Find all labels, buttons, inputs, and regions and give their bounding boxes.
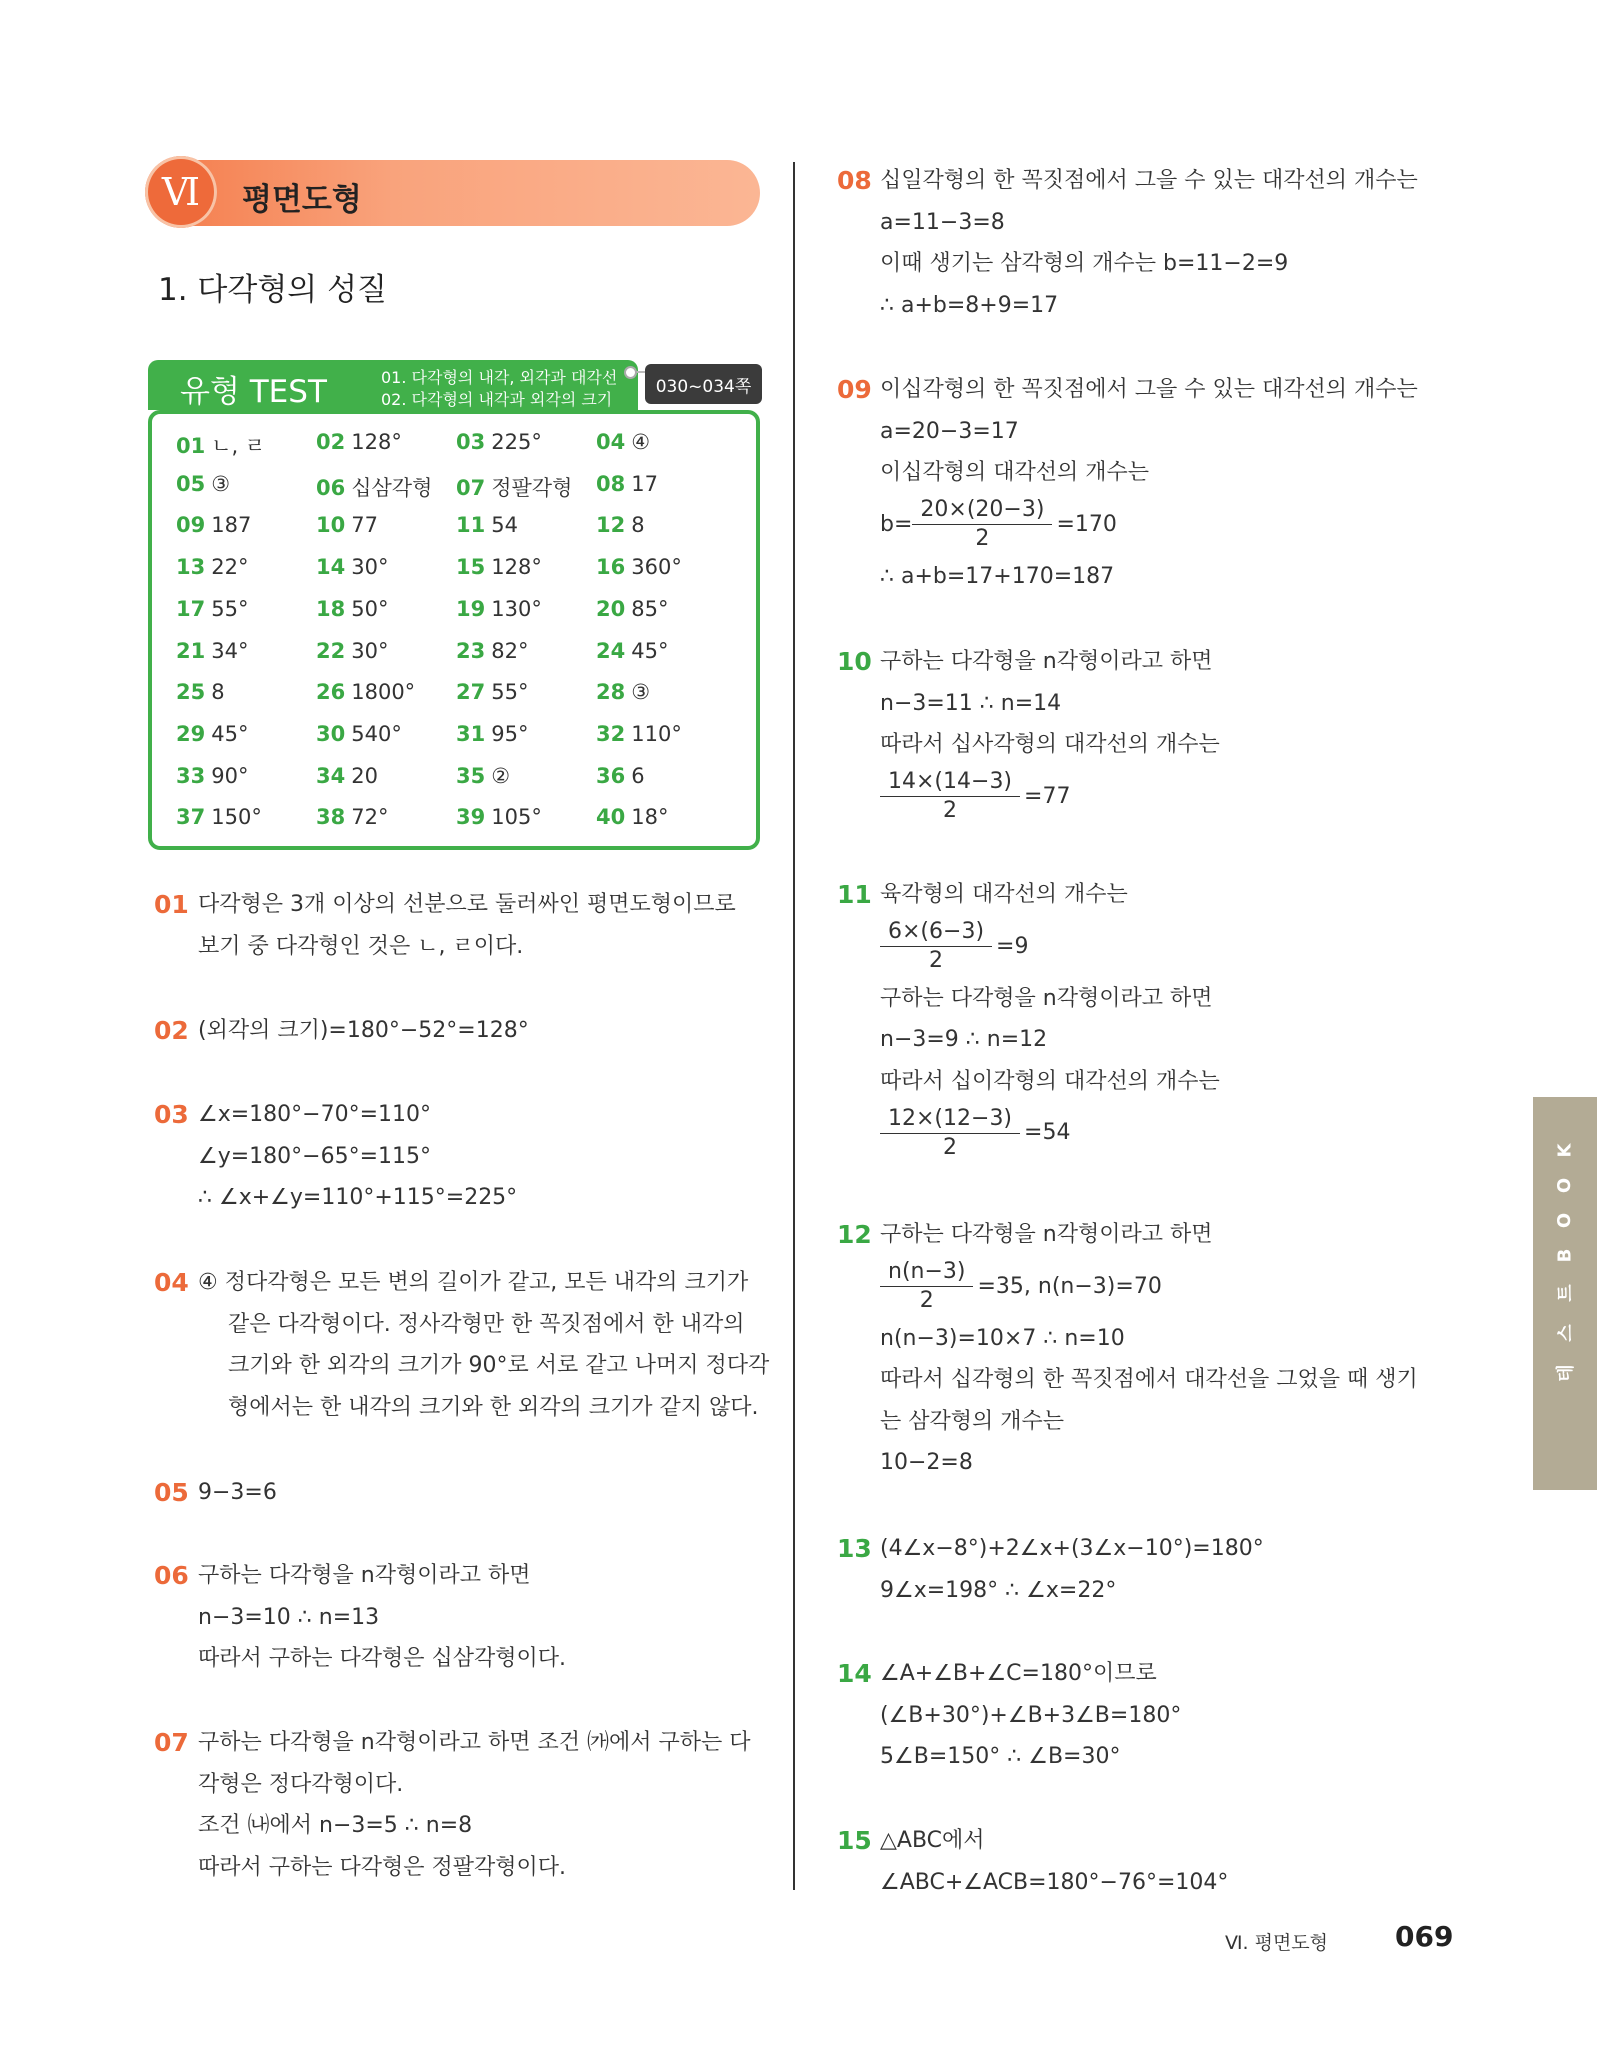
solution-line: 형에서는 한 내각의 크기와 한 외각의 크기가 같지 않다. <box>228 1394 759 1420</box>
solution-line: 보기 중 다각형인 것은 ㄴ, ㄹ이다. <box>198 933 524 959</box>
solution-02 <box>154 1010 529 1052</box>
answer-item <box>596 472 658 496</box>
solution-line: a=20−3=17 <box>880 418 1019 444</box>
solution-line: 따라서 십이각형의 대각선의 개수는 <box>880 1068 1220 1094</box>
answer-item <box>176 639 248 663</box>
solution-line: (4∠x−8°)+2∠x+(3∠x−10°)=180° <box>880 1536 1264 1561</box>
side-tab-char: 테 <box>1555 1364 1577 1382</box>
solution-line: ∠x=180°−70°=110° <box>198 1102 432 1127</box>
solution-number: 12 <box>837 1220 872 1249</box>
solution-line: 이때 생기는 삼각형의 개수는 b=11−2=9 <box>880 251 1289 276</box>
answer-number: 36 <box>596 763 626 788</box>
solution-line: 다각형은 3개 이상의 선분으로 둘러싸인 평면도형이므로 <box>198 892 736 917</box>
footer-chapter: Ⅵ. 평면도형 <box>1225 1932 1329 1954</box>
answer-number: 34 <box>316 763 346 788</box>
answer-item <box>596 430 650 454</box>
solution-line: 이십각형의 한 꼭짓점에서 그을 수 있는 대각선의 개수는 <box>880 377 1418 402</box>
answer-item <box>316 513 378 537</box>
answer-number: 04 <box>596 430 626 454</box>
test-title: 유형 TEST <box>180 374 327 410</box>
answer-number: 23 <box>456 638 486 663</box>
answer-value: 54 <box>491 513 518 538</box>
solution-05 <box>154 1472 277 1514</box>
solution-line: 구하는 다각형을 n각형이라고 하면 <box>880 1222 1213 1247</box>
solution-04 <box>154 1262 769 1428</box>
solution-10 <box>837 641 1220 828</box>
solution-line: ∴ ∠x+∠y=110°+115°=225° <box>198 1185 518 1210</box>
answer-value: 90° <box>211 763 249 788</box>
solution-number: 07 <box>154 1728 189 1757</box>
answer-number: 26 <box>316 680 346 705</box>
answer-number: 18 <box>316 596 346 621</box>
answer-number: 16 <box>596 555 626 580</box>
answer-item <box>596 639 668 663</box>
answer-item <box>176 680 225 704</box>
fraction-line <box>880 1256 1418 1318</box>
answer-value: 18° <box>631 805 669 830</box>
solution-line: 5∠B=150° ∴ ∠B=30° <box>880 1744 1121 1769</box>
answer-number: 22 <box>316 638 346 663</box>
solution-line: ∴ a+b=8+9=17 <box>880 292 1059 318</box>
solution-line: 따라서 구하는 다각형은 십삼각형이다. <box>198 1646 567 1671</box>
answer-item <box>176 722 248 746</box>
answer-item <box>316 805 388 829</box>
side-tab-char: 트 <box>1555 1284 1577 1302</box>
answer-number: 12 <box>596 513 626 538</box>
side-tab-char: K <box>1554 1143 1576 1158</box>
answer-number: 09 <box>176 513 206 538</box>
answer-item <box>596 680 650 704</box>
fraction-result: =9 <box>996 933 1029 959</box>
answer-item <box>456 722 528 746</box>
side-tab-char: O <box>1554 1212 1576 1229</box>
answer-value: 187 <box>211 513 252 538</box>
answer-item <box>596 764 645 788</box>
solution-line: a=11−3=8 <box>880 209 1005 235</box>
solution-line: 구하는 다각형을 n각형이라고 하면 조건 ㈎에서 구하는 다 <box>198 1730 751 1755</box>
answer-value: ③ <box>211 471 231 496</box>
side-tab-char: 스 <box>1555 1324 1577 1342</box>
solution-number: 06 <box>154 1561 189 1590</box>
fraction-result: =35, n(n−3)=70 <box>977 1273 1162 1299</box>
solution-line: 구하는 다각형을 n각형이라고 하면 <box>880 985 1213 1011</box>
solution-01 <box>154 884 784 967</box>
answer-item <box>316 472 432 502</box>
answer-value: 30° <box>351 555 389 580</box>
solution-number: 09 <box>837 375 872 404</box>
solution-number: 15 <box>837 1826 872 1855</box>
chapter-number-badge: Ⅵ <box>145 156 217 228</box>
side-tab-label <box>1533 1140 1597 1440</box>
solution-07 <box>154 1722 750 1888</box>
answer-item <box>456 597 542 621</box>
answer-number: 03 <box>456 430 486 454</box>
answer-item <box>316 764 378 788</box>
fraction <box>880 1105 1020 1162</box>
answer-item <box>456 680 528 704</box>
answer-item <box>456 805 542 829</box>
answer-item <box>176 430 265 460</box>
answer-value: 85° <box>631 596 669 621</box>
solution-number: 08 <box>837 166 872 195</box>
connector-dot <box>624 366 637 379</box>
test-topic-2: 02. 다각형의 내각과 외각의 크기 <box>381 390 613 409</box>
solution-line: 같은 다각형이다. 정사각형만 한 꼭짓점에서 한 내각의 <box>228 1311 745 1337</box>
answer-number: 29 <box>176 721 206 746</box>
answer-value: 17 <box>631 471 658 496</box>
answer-number: 39 <box>456 805 486 830</box>
fraction-line <box>880 916 1220 978</box>
solution-line: 구하는 다각형을 n각형이라고 하면 <box>198 1563 531 1588</box>
solution-line: n−3=9 ∴ n=12 <box>880 1027 1048 1052</box>
solution-line: 9−3=6 <box>198 1480 277 1505</box>
answer-number: 27 <box>456 680 486 705</box>
solution-number: 04 <box>154 1268 189 1297</box>
answer-value: 95° <box>491 721 529 746</box>
answer-number: 17 <box>176 596 206 621</box>
solution-number: 10 <box>837 647 872 676</box>
fraction-denominator: 2 <box>943 798 958 823</box>
side-tab-char: B <box>1554 1248 1576 1263</box>
answer-value: 8 <box>211 680 225 705</box>
answer-number: 19 <box>456 596 486 621</box>
answer-value: 72° <box>351 805 389 830</box>
answer-number: 32 <box>596 721 626 746</box>
solution-number: 03 <box>154 1100 189 1129</box>
solution-03 <box>154 1094 517 1219</box>
solution-line: 는 삼각형의 개수는 <box>880 1408 1065 1434</box>
answer-item <box>456 764 510 788</box>
fraction-result: =54 <box>1024 1120 1071 1146</box>
answer-value: ③ <box>631 680 651 705</box>
solution-line: n−3=11 ∴ n=14 <box>880 690 1062 716</box>
answer-item <box>176 555 248 579</box>
answer-value: 30° <box>351 638 389 663</box>
answer-number: 13 <box>176 555 206 580</box>
answer-item <box>596 597 668 621</box>
solution-line: ∠ABC+∠ACB=180°−76°=104° <box>880 1869 1229 1895</box>
solution-line: △ABC에서 <box>880 1828 985 1853</box>
fraction-numerator: 20×(20−3) <box>912 496 1052 525</box>
solution-line: ∠A+∠B+∠C=180°이므로 <box>880 1661 1157 1686</box>
answer-number: 08 <box>596 471 626 496</box>
solution-06 <box>154 1555 566 1680</box>
answer-number: 35 <box>456 763 486 788</box>
answer-value: 77 <box>351 513 378 538</box>
answer-number: 38 <box>316 805 346 830</box>
fraction-denominator: 2 <box>943 1134 958 1160</box>
fraction-denominator: 2 <box>975 526 990 551</box>
fraction-denominator: 2 <box>919 1288 934 1313</box>
answer-item <box>316 639 388 663</box>
answer-number: 10 <box>316 513 346 538</box>
answer-value: 128° <box>491 555 542 580</box>
answer-item <box>596 722 682 746</box>
solution-line: 9∠x=198° ∴ ∠x=22° <box>880 1577 1117 1603</box>
solution-line: 따라서 십사각형의 대각선의 개수는 <box>880 732 1220 757</box>
answer-number: 30 <box>316 721 346 746</box>
solution-line: (외각의 크기)=180°−52°=128° <box>198 1018 529 1043</box>
answer-item <box>456 472 572 502</box>
solution-number: 02 <box>154 1016 189 1045</box>
answer-value: 십삼각형 <box>351 475 433 500</box>
fraction <box>880 768 1020 825</box>
answer-number: 20 <box>596 596 626 621</box>
answer-number: 33 <box>176 763 206 788</box>
solution-line: n−3=10 ∴ n=13 <box>198 1604 380 1630</box>
answer-number: 31 <box>456 721 486 746</box>
answer-value: 정팔각형 <box>491 475 573 500</box>
answer-item <box>316 722 402 746</box>
answer-value: 45° <box>631 638 669 663</box>
test-page-range: 030~034쪽 <box>645 364 762 404</box>
answer-value: 1800° <box>351 680 416 705</box>
answer-item <box>176 472 230 496</box>
answer-value: 6 <box>631 763 645 788</box>
solution-line: 따라서 구하는 다각형은 정팔각형이다. <box>198 1854 567 1880</box>
fraction-line <box>880 1102 1220 1164</box>
solution-line: 각형은 정다각형이다. <box>198 1771 404 1797</box>
answer-value: 130° <box>491 596 542 621</box>
solution-line: 조건 ㈏에서 n−3=5 ∴ n=8 <box>198 1813 473 1838</box>
answer-item <box>316 555 388 579</box>
solution-12 <box>837 1214 1418 1484</box>
answer-item <box>596 513 645 537</box>
answer-number: 05 <box>176 471 206 496</box>
fraction-line <box>880 766 1220 828</box>
solution-line: 십일각형의 한 꼭짓점에서 그을 수 있는 대각선의 개수는 <box>880 168 1418 193</box>
answer-value: ㄴ, ㄹ <box>211 434 266 458</box>
page-number: 069 <box>1395 1920 1454 1953</box>
fraction <box>880 1258 973 1315</box>
solution-13 <box>837 1528 1264 1611</box>
side-tab-char: O <box>1554 1177 1576 1194</box>
solution-line: 따라서 십각형의 한 꼭짓점에서 대각선을 그었을 때 생기 <box>880 1367 1418 1392</box>
answer-item <box>176 597 248 621</box>
solution-number: 01 <box>154 890 189 919</box>
answer-number: 14 <box>316 555 346 580</box>
answer-item <box>456 639 528 663</box>
solution-line: ∠y=180°−65°=115° <box>198 1143 432 1169</box>
answer-item <box>316 430 402 454</box>
answer-item <box>176 764 248 788</box>
solution-line: 구하는 다각형을 n각형이라고 하면 <box>880 649 1213 674</box>
answer-number: 37 <box>176 805 206 830</box>
answer-number: 15 <box>456 555 486 580</box>
answer-value: 55° <box>491 680 529 705</box>
answer-value: 34° <box>211 638 249 663</box>
answer-value: 128° <box>351 430 402 454</box>
test-topic-1: 01. 다각형의 내각, 외각과 대각선 <box>381 368 618 387</box>
answer-item <box>456 430 542 454</box>
solution-line: 이십각형의 대각선의 개수는 <box>880 460 1150 485</box>
answer-number: 28 <box>596 680 626 705</box>
answer-value: 8 <box>631 513 645 538</box>
answer-value: 82° <box>491 638 529 663</box>
solution-11 <box>837 874 1220 1164</box>
answer-number: 40 <box>596 805 626 830</box>
solution-line: 육각형의 대각선의 개수는 <box>880 882 1128 907</box>
fraction-denominator: 2 <box>929 948 944 973</box>
answer-value: 540° <box>351 721 402 746</box>
answer-value: 55° <box>211 596 249 621</box>
fraction-result: =170 <box>1056 511 1117 537</box>
solution-line: (∠B+30°)+∠B+3∠B=180° <box>880 1702 1182 1728</box>
solution-line: n(n−3)=10×7 ∴ n=10 <box>880 1325 1125 1351</box>
fraction <box>912 496 1052 553</box>
answer-number: 07 <box>456 475 486 500</box>
solution-09 <box>837 369 1418 597</box>
answer-item <box>176 805 262 829</box>
answer-value: 225° <box>491 430 542 454</box>
answer-number: 11 <box>456 513 486 538</box>
chapter-banner <box>148 160 760 226</box>
answer-item <box>596 555 682 579</box>
solution-15 <box>837 1820 1228 1903</box>
answer-value: 20 <box>351 763 378 788</box>
section-title: 1. 다각형의 성질 <box>158 272 387 308</box>
fraction-prefix: b= <box>880 511 913 537</box>
answer-value: 110° <box>631 721 682 746</box>
answer-item <box>316 680 415 704</box>
answer-value: 45° <box>211 721 249 746</box>
fraction-numerator: 14×(14−3) <box>880 768 1020 797</box>
answer-value: 22° <box>211 555 249 580</box>
answer-item <box>456 555 542 579</box>
solution-number: 11 <box>837 880 872 909</box>
answer-item <box>596 805 668 829</box>
answer-number: 25 <box>176 680 206 705</box>
answer-number: 02 <box>316 430 346 454</box>
answer-value: ④ <box>631 430 651 454</box>
answer-number: 01 <box>176 434 206 458</box>
answer-value: ② <box>491 763 511 788</box>
solution-08 <box>837 160 1418 326</box>
answer-value: 50° <box>351 596 389 621</box>
fraction-numerator: 6×(6−3) <box>880 918 992 947</box>
answer-value: 360° <box>631 555 682 580</box>
answer-item <box>456 513 518 537</box>
fraction-line <box>880 494 1418 556</box>
solution-line: 10−2=8 <box>880 1450 973 1475</box>
answer-value: 105° <box>491 805 542 830</box>
answer-number: 21 <box>176 638 206 663</box>
solution-number: 14 <box>837 1659 872 1688</box>
solution-number: 05 <box>154 1478 189 1507</box>
fraction-result: =77 <box>1024 783 1071 809</box>
fraction <box>880 918 992 975</box>
solution-number: 13 <box>837 1534 872 1563</box>
chapter-title: 평면도형 <box>242 182 362 218</box>
solution-line: 크기와 한 외각의 크기가 90°로 서로 같고 나머지 정다각 <box>228 1353 770 1378</box>
answer-item <box>316 597 388 621</box>
solution-line: ④ 정다각형은 모든 변의 길이가 같고, 모든 내각의 크기가 <box>198 1270 749 1295</box>
fraction-numerator: n(n−3) <box>880 1258 973 1287</box>
answer-value: 150° <box>211 805 262 830</box>
fraction-numerator: 12×(12−3) <box>880 1105 1020 1134</box>
answer-number: 24 <box>596 638 626 663</box>
solution-line: ∴ a+b=17+170=187 <box>880 563 1115 589</box>
column-divider <box>793 162 795 1890</box>
solution-14 <box>837 1653 1181 1778</box>
answer-item <box>176 513 251 537</box>
answer-number: 06 <box>316 475 346 500</box>
